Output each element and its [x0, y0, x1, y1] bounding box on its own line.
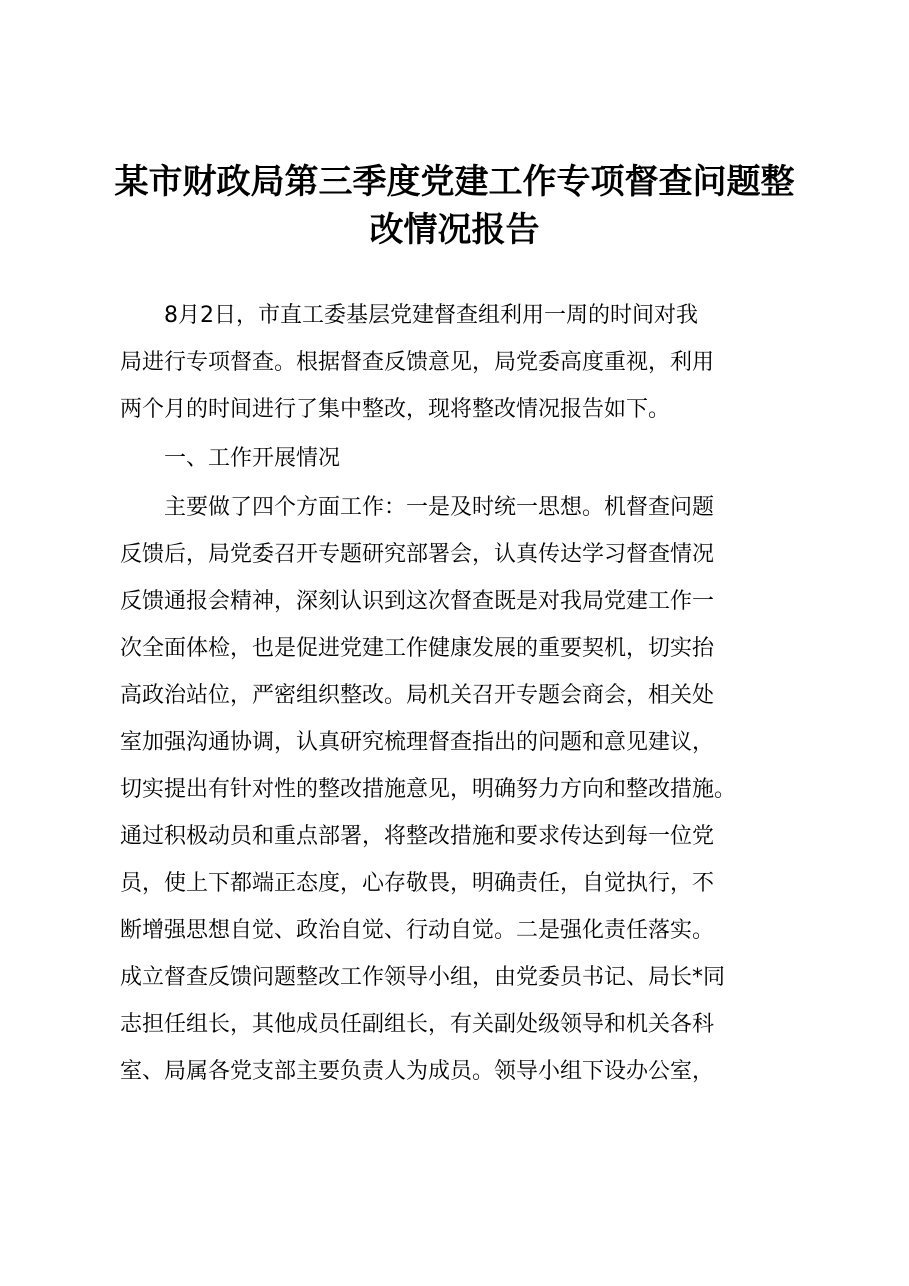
title-line: 改情况报告: [369, 210, 540, 250]
document-body: [120, 292, 800, 1095]
text-line: 成立督查反馈问题整改工作领导小组，由党委员书记、局长*同: [120, 965, 726, 990]
text-line: 高政治站位，严密组织整改。局机关召开专题会商会，相关处: [120, 683, 715, 708]
text-line: 志担任组长，其他成员任副组长，有关副处级领导和机关各科: [120, 1012, 715, 1037]
section-heading: 一、工作开展情况: [120, 446, 341, 471]
text-line: 反馈通报会精神，深刻认识到这次督查既是对我局党建工作一: [120, 589, 715, 614]
text-line: 主要做了四个方面工作：一是及时统一思想。机督查问题: [120, 495, 715, 520]
title-line: 某市财政局第三季度党建工作专项督查问题整: [114, 162, 795, 202]
text-line: 室、局属各党支部主要负责人为成员。领导小组下设办公室，: [120, 1059, 715, 1084]
text-line: 员，使上下都端正态度，心存敬畏，明确责任，自觉执行，不: [120, 871, 715, 896]
text-line: 室加强沟通协调，认真研究梳理督查指出的问题和意见建议，: [120, 730, 715, 755]
text-line: 次全面体检，也是促进党建工作健康发展的重要契机，切实抬: [120, 636, 715, 661]
text-line: 两个月的时间进行了集中整改，现将整改情况报告如下。: [120, 397, 671, 422]
text-line: 局进行专项督查。根据督查反馈意见，局党委高度重视，利用: [120, 350, 715, 375]
text-line: 反馈后，局党委召开专题研究部署会，认真传达学习督查情况: [120, 542, 715, 567]
text-line: 断增强思想自觉、政治自觉、行动自觉。二是强化责任落实。: [120, 918, 715, 943]
text-line: 切实提出有针对性的整改措施意见，明确努力方向和整改措施。: [120, 777, 737, 802]
document-title: [100, 158, 809, 254]
paragraph-work-overview: [120, 484, 800, 1095]
paragraph-intro: [120, 292, 800, 433]
text-line: 通过积极动员和重点部署，将整改措施和要求传达到每一位党: [120, 824, 715, 849]
text-line: 8月2日，市直工委基层党建督查组利用一周的时间对我: [120, 303, 698, 328]
